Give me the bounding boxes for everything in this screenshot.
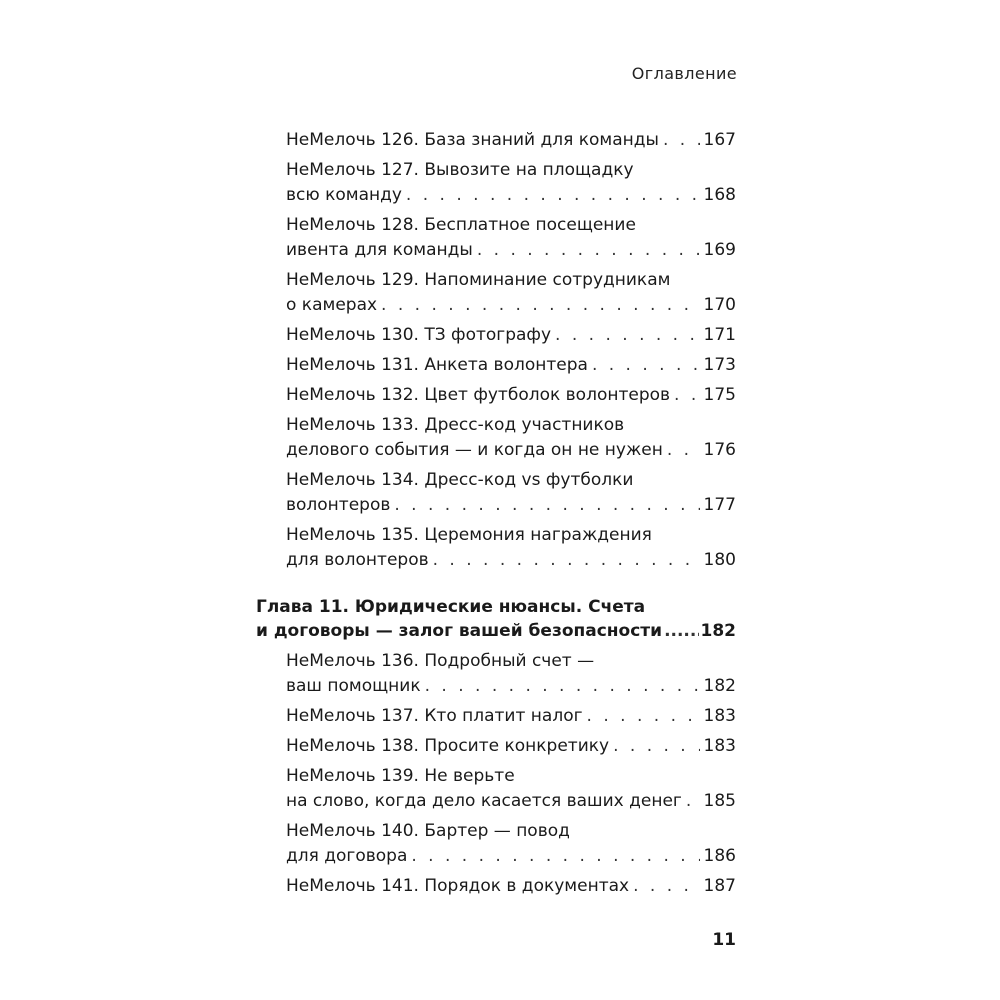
dot-leader: [633, 874, 699, 899]
toc-entry-title: волонтеров: [286, 495, 391, 515]
toc-entry-title: ваш помощник: [286, 676, 421, 696]
dot-leader: [663, 128, 700, 153]
toc-entry-title-line: НеМелочь 136. Подробный счет —: [286, 651, 595, 671]
toc-entry-page-number: 183: [703, 706, 736, 726]
toc-entry-title: на слово, когда дело касается ваших денег: [286, 791, 682, 811]
toc-entry-last-line: [286, 323, 736, 348]
toc-entry-title: НеМелочь 138. Просите конкретику: [286, 736, 610, 756]
toc-entry[interactable]: [286, 523, 736, 573]
toc-entry-title: НеМелочь 126. База знаний для команды: [286, 130, 659, 150]
toc-entry[interactable]: [286, 383, 736, 408]
toc-entry-page-number: 167: [703, 130, 736, 150]
toc-entry[interactable]: [286, 158, 736, 208]
dot-leader: [674, 383, 700, 408]
toc-entry[interactable]: [286, 764, 736, 814]
toc-entry-page-number: 173: [703, 355, 736, 375]
chapter-page-number: 182: [700, 621, 736, 641]
toc-entry-title: всю команду: [286, 185, 402, 205]
toc-entry[interactable]: [286, 213, 736, 263]
toc-entry-title-line: НеМелочь 140. Бартер — повод: [286, 821, 570, 841]
toc-entries-top: [256, 128, 736, 573]
dot-leader: [433, 548, 700, 573]
toc-entry-page-number: 182: [703, 676, 736, 696]
toc-entry-title: для волонтеров: [286, 550, 429, 570]
toc-entry-last-line: [286, 128, 736, 153]
toc-entry-page-number: 171: [703, 325, 736, 345]
chapter-title-line-2: [256, 619, 736, 643]
toc-entry-page-number: 168: [703, 185, 736, 205]
toc-entry-title: для договора: [286, 846, 408, 866]
dot-leader: [664, 619, 698, 643]
toc-entry-last-line: [286, 238, 736, 263]
dot-leader: [477, 238, 700, 263]
toc-entry-last-line: [286, 383, 736, 408]
table-of-contents: [256, 128, 736, 904]
toc-entry[interactable]: [286, 649, 736, 699]
dot-leader: [555, 323, 700, 348]
toc-entry-last-line: [286, 704, 736, 729]
toc-entry-page-number: 177: [703, 495, 736, 515]
toc-entry-last-line: [286, 548, 736, 573]
toc-entry-last-line: [286, 874, 736, 899]
chapter-title-line-1: Глава 11. Юридические нюансы. Счета: [256, 597, 646, 617]
toc-entry-title: НеМелочь 137. Кто платит налог: [286, 706, 583, 726]
toc-entry-title: ивента для команды: [286, 240, 473, 260]
toc-entry[interactable]: [286, 268, 736, 318]
toc-entry-last-line: [286, 674, 736, 699]
dot-leader: [411, 844, 699, 869]
toc-entry[interactable]: [286, 819, 736, 869]
toc-entry-title-line: НеМелочь 133. Дресс-код участников: [286, 415, 625, 435]
dot-leader: [686, 789, 700, 814]
dot-leader: [667, 438, 700, 463]
toc-entry-page-number: 175: [703, 385, 736, 405]
toc-entry[interactable]: [286, 413, 736, 463]
toc-entry[interactable]: [286, 128, 736, 153]
dot-leader: [406, 183, 700, 208]
toc-entry-title-line: НеМелочь 128. Бесплатное посещение: [286, 215, 636, 235]
toc-entry-title: НеМелочь 141. Порядок в документах: [286, 876, 630, 896]
toc-entry-title: о камерах: [286, 295, 378, 315]
toc-entry-last-line: [286, 183, 736, 208]
toc-entry-title: НеМелочь 131. Анкета волонтера: [286, 355, 588, 375]
toc-entry[interactable]: [286, 734, 736, 759]
toc-entry-title-line: НеМелочь 135. Церемония награждения: [286, 525, 652, 545]
toc-entry-page-number: 180: [703, 550, 736, 570]
toc-entry[interactable]: [286, 323, 736, 348]
page-number: 11: [712, 930, 736, 950]
toc-entry-title-line: НеМелочь 127. Вывозите на площадку: [286, 160, 634, 180]
toc-entry-title: НеМелочь 130. ТЗ фотографу: [286, 325, 552, 345]
toc-entry[interactable]: [286, 468, 736, 518]
toc-entry-last-line: [286, 493, 736, 518]
toc-entry-page-number: 183: [703, 736, 736, 756]
toc-entry-title-line: НеМелочь 129. Напоминание сотрудникам: [286, 270, 671, 290]
dot-leader: [381, 293, 700, 318]
dot-leader: [592, 353, 700, 378]
toc-entry-last-line: [286, 293, 736, 318]
toc-entry-page-number: 170: [703, 295, 736, 315]
toc-entry-title: делового события — и когда он не нужен: [286, 440, 663, 460]
dot-leader: [425, 674, 700, 699]
toc-entry[interactable]: [286, 353, 736, 378]
toc-entry-page-number: 186: [703, 846, 736, 866]
toc-entries-bottom: [256, 649, 736, 899]
toc-entry-last-line: [286, 438, 736, 463]
toc-entry-title: НеМелочь 132. Цвет футболок волонтеров: [286, 385, 671, 405]
toc-entry-page-number: 169: [703, 240, 736, 260]
toc-entry[interactable]: [286, 704, 736, 729]
toc-entry[interactable]: [286, 874, 736, 899]
dot-leader: [394, 493, 699, 518]
running-header: Оглавление: [631, 64, 737, 83]
toc-entry-last-line: [286, 844, 736, 869]
dot-leader: [587, 704, 700, 729]
chapter-heading[interactable]: [256, 595, 736, 643]
toc-entry-page-number: 187: [703, 876, 736, 896]
toc-entry-page-number: 176: [703, 440, 736, 460]
dot-leader: [613, 734, 699, 759]
toc-entry-last-line: [286, 789, 736, 814]
toc-entry-title-line: НеМелочь 134. Дресс-код vs футболки: [286, 470, 634, 490]
toc-entry-last-line: [286, 734, 736, 759]
toc-entry-title-line: НеМелочь 139. Не верьте: [286, 766, 515, 786]
toc-entry-page-number: 185: [703, 791, 736, 811]
toc-entry-last-line: [286, 353, 736, 378]
chapter-title-text: и договоры — залог вашей безопасности: [256, 621, 663, 641]
